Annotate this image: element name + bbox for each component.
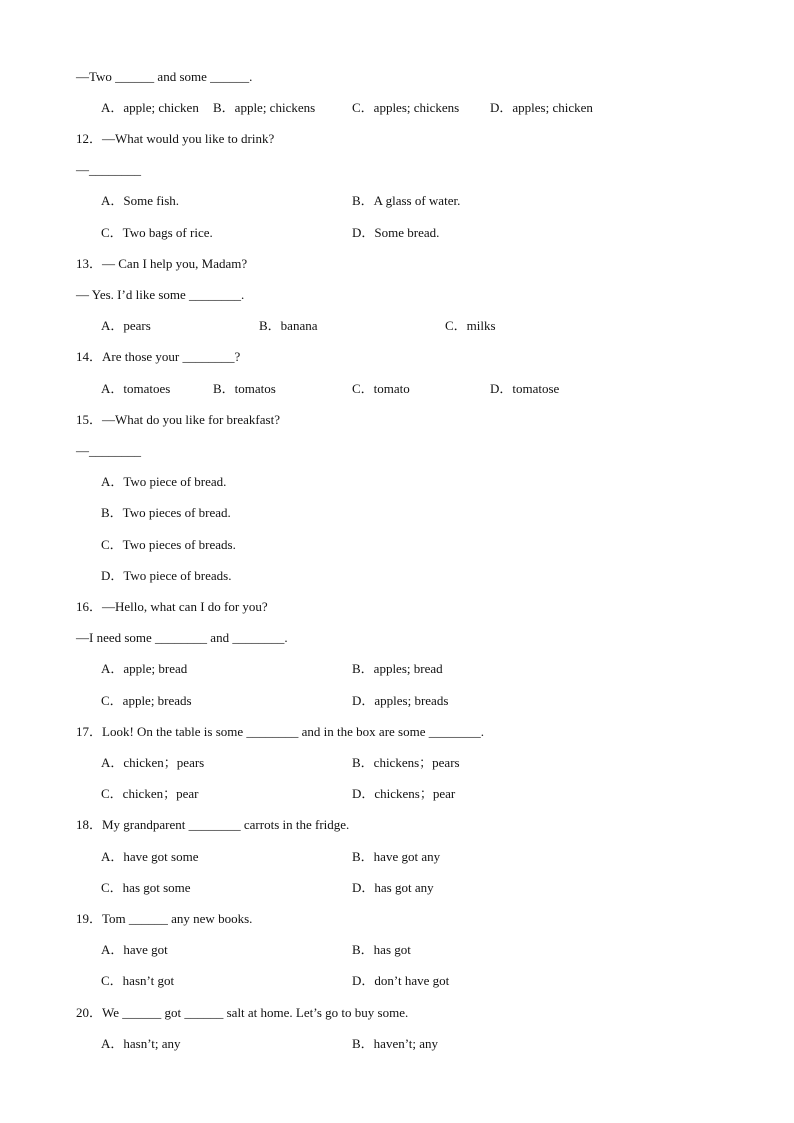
question-13: 13．— Can I help you, Madam? (76, 256, 248, 271)
option-b[interactable]: B．tomatos (213, 381, 276, 396)
question-20: 20．We ______ got ______ salt at home. Let’s go to buy some. (76, 1005, 409, 1020)
answer-line-16: —I need some ________ and ________. (76, 630, 288, 645)
option-d[interactable]: D．don’t have got (352, 973, 450, 988)
question-17: 17．Look! On the table is some ________ and in the box are some ________. (76, 724, 484, 739)
option-a[interactable]: A．chicken；pears (101, 755, 205, 770)
question-14: 14．Are those your ________? (76, 349, 241, 364)
option-d[interactable]: D．Two piece of breads. (101, 568, 232, 583)
option-b[interactable]: B．banana (259, 318, 318, 333)
option-c[interactable]: C．has got some (101, 880, 191, 895)
option-c[interactable]: C．milks (445, 318, 496, 333)
question-15: 15．—What do you like for breakfast? (76, 412, 280, 427)
option-c[interactable]: C．hasn’t got (101, 973, 175, 988)
option-c[interactable]: C．tomato (352, 381, 410, 396)
option-d[interactable]: D．Some bread. (352, 225, 440, 240)
option-d[interactable]: D．tomatose (490, 381, 560, 396)
option-c[interactable]: C．Two pieces of breads. (101, 537, 236, 552)
question-19: 19．Tom ______ any new books. (76, 911, 253, 926)
option-b[interactable]: B．have got any (352, 849, 441, 864)
option-b[interactable]: B．apple; chickens (213, 100, 316, 115)
question-continuation: —Two ______ and some ______. (76, 69, 253, 84)
option-b[interactable]: B．apples; bread (352, 661, 443, 676)
option-d[interactable]: D．apples; chicken (490, 100, 593, 115)
option-a[interactable]: A．Some fish. (101, 193, 180, 208)
option-a[interactable]: A．have got (101, 942, 168, 957)
answer-blank-12: —________ (76, 162, 141, 177)
option-a[interactable]: A．Two piece of bread. (101, 474, 227, 489)
option-b[interactable]: B．Two pieces of bread. (101, 505, 231, 520)
answer-blank-15: —________ (76, 443, 141, 458)
option-d[interactable]: D．has got any (352, 880, 434, 895)
question-18: 18．My grandparent ________ carrots in the fridge. (76, 817, 350, 832)
question-16: 16．—Hello, what can I do for you? (76, 599, 268, 614)
option-a[interactable]: A．have got some (101, 849, 199, 864)
option-d[interactable]: D．chickens；pear (352, 786, 456, 801)
question-12: 12．—What would you like to drink? (76, 131, 275, 146)
option-c[interactable]: C．Two bags of rice. (101, 225, 213, 240)
option-b[interactable]: B．chickens；pears (352, 755, 460, 770)
option-b[interactable]: B．has got (352, 942, 411, 957)
option-c[interactable]: C．apples; chickens (352, 100, 460, 115)
option-a[interactable]: A．pears (101, 318, 151, 333)
option-b[interactable]: B．haven’t; any (352, 1036, 439, 1051)
option-d[interactable]: D．apples; breads (352, 693, 449, 708)
answer-line-13: — Yes. I’d like some ________. (76, 287, 245, 302)
option-a[interactable]: A．tomatoes (101, 381, 171, 396)
option-a[interactable]: A．apple; chicken (101, 100, 199, 115)
option-b[interactable]: B．A glass of water. (352, 193, 461, 208)
option-c[interactable]: C．chicken；pear (101, 786, 199, 801)
option-c[interactable]: C．apple; breads (101, 693, 192, 708)
option-a[interactable]: A．hasn’t; any (101, 1036, 181, 1051)
option-a[interactable]: A．apple; bread (101, 661, 188, 676)
